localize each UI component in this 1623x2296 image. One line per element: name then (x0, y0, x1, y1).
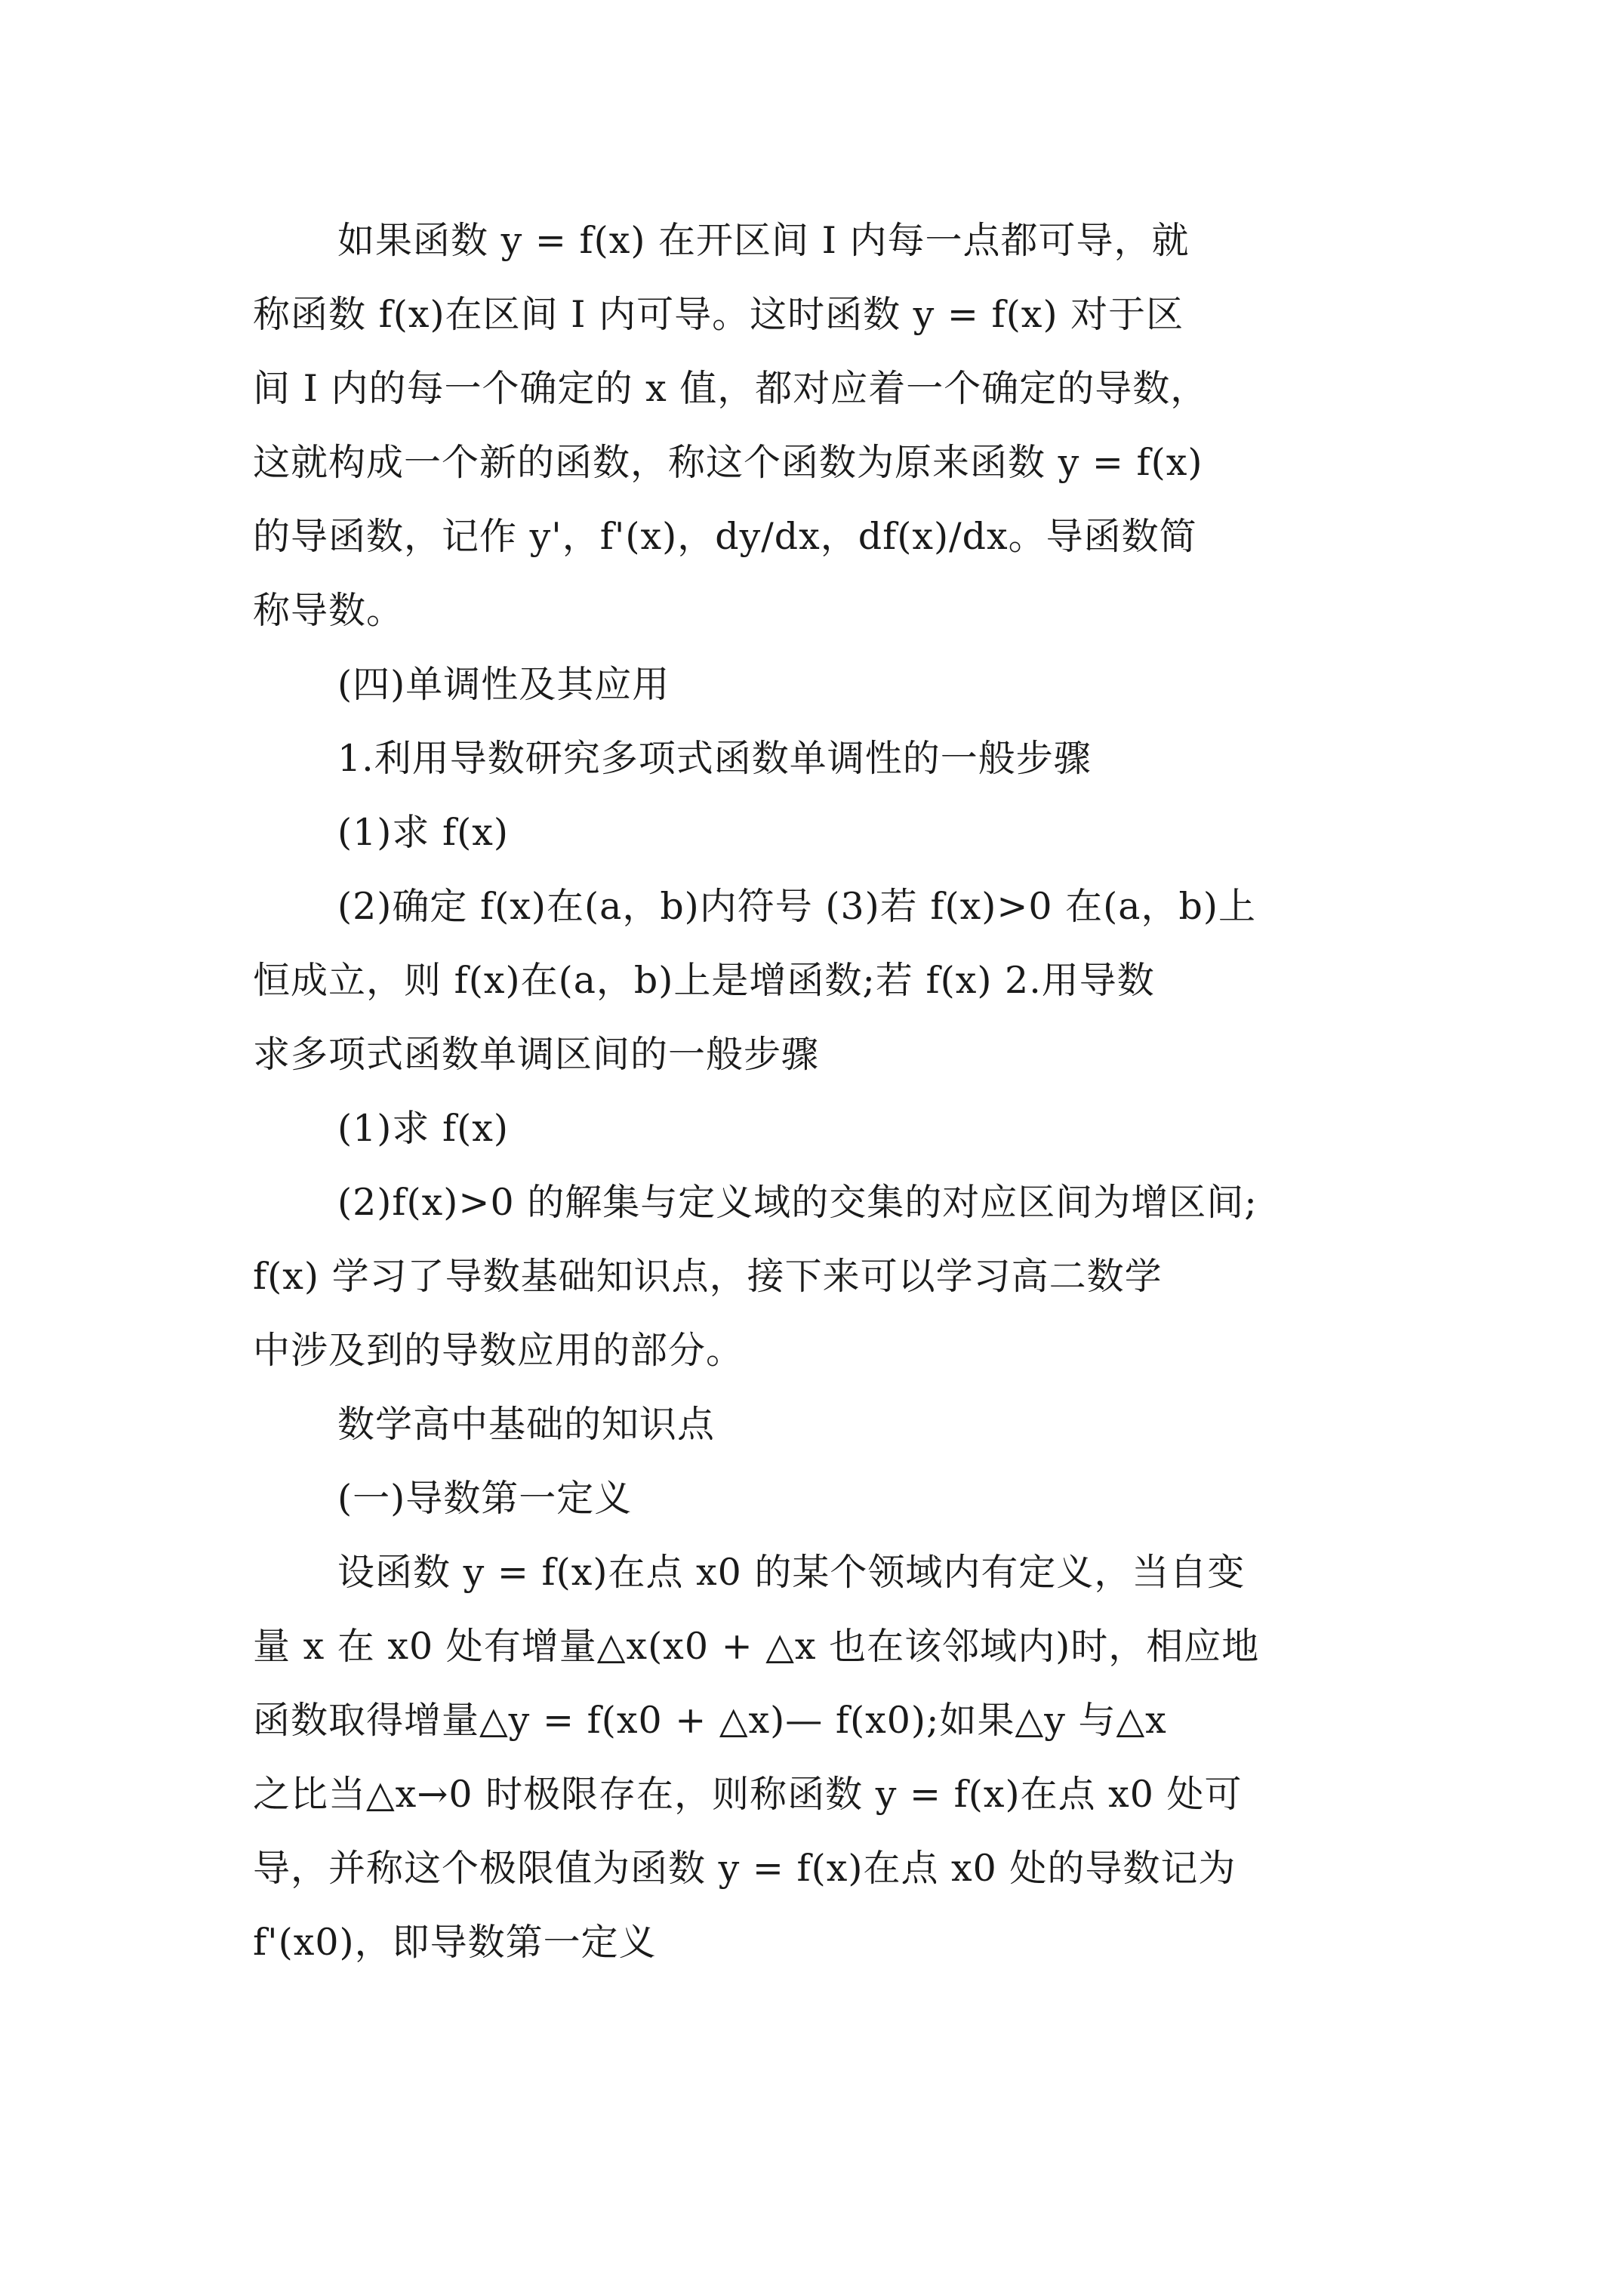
subheading-monotonicity-steps (253, 722, 1400, 796)
text-line: 称导数。 (253, 589, 405, 632)
step-item (253, 796, 1400, 870)
step-item (253, 1092, 1400, 1166)
paragraph-increasing-interval (253, 1166, 1400, 1388)
text-line: 求多项式函数单调区间的一般步骤 (253, 1033, 820, 1076)
text-line: 函数取得增量△y = f(x0 + △x)— f(x0);如果△y 与△x (253, 1699, 1167, 1742)
subheading-first-definition (253, 1462, 1400, 1536)
text-line: 如果函数 y = f(x) 在开区间 I 内每一点都可导，就 (337, 219, 1190, 262)
text-line: 中涉及到的导数应用的部分。 (253, 1329, 744, 1372)
section-heading-monotonicity (253, 648, 1400, 722)
text-line: (2)f(x)>0 的解集与定义域的交集的对应区间为增区间; (337, 1181, 1258, 1224)
text-line: f(x) 学习了导数基础知识点，接下来可以学习高二数学 (253, 1255, 1163, 1298)
text-line: 设函数 y = f(x)在点 x0 的某个领域内有定义，当自变 (337, 1551, 1246, 1594)
section-heading-knowledge-points (253, 1388, 1400, 1462)
text-line: 恒成立，则 f(x)在(a，b)上是增函数;若 f(x) 2.用导数 (253, 959, 1155, 1002)
text-line: 导，并称这个极限值为函数 y = f(x)在点 x0 处的导数记为 (253, 1847, 1236, 1890)
text-line: f'(x0)，即导数第一定义 (253, 1921, 657, 1964)
text-line: (1)求 f(x) (337, 1107, 509, 1150)
paragraph-derivative-function (253, 204, 1400, 648)
text-line: (四)单调性及其应用 (337, 663, 670, 706)
text-line: 的导函数，记作 y'，f'(x)，dy/dx，df(x)/dx。导函数简 (253, 515, 1197, 558)
paragraph-sign-steps (253, 870, 1400, 1092)
text-line: (1)求 f(x) (337, 811, 509, 854)
text-line: 1.利用导数研究多项式函数单调性的一般步骤 (337, 737, 1092, 780)
text-line: 数学高中基础的知识点 (337, 1403, 716, 1446)
text-line: 间 I 内的每一个确定的 x 值，都对应着一个确定的导数， (253, 367, 1209, 410)
document-body (253, 204, 1400, 1980)
paragraph-first-definition (253, 1536, 1400, 1980)
text-line: 量 x 在 x0 处有增量△x(x0 + △x 也在该邻域内)时，相应地 (253, 1625, 1260, 1668)
text-line: (一)导数第一定义 (337, 1477, 633, 1520)
text-line: 之比当△x→0 时极限存在，则称函数 y = f(x)在点 x0 处可 (253, 1773, 1243, 1816)
text-line: (2)确定 f(x)在(a，b)内符号 (3)若 f(x)>0 在(a，b)上 (337, 885, 1256, 928)
text-line: 称函数 f(x)在区间 I 内可导。这时函数 y = f(x) 对于区 (253, 293, 1184, 336)
text-line: 这就构成一个新的函数，称这个函数为原来函数 y = f(x) (253, 441, 1203, 484)
